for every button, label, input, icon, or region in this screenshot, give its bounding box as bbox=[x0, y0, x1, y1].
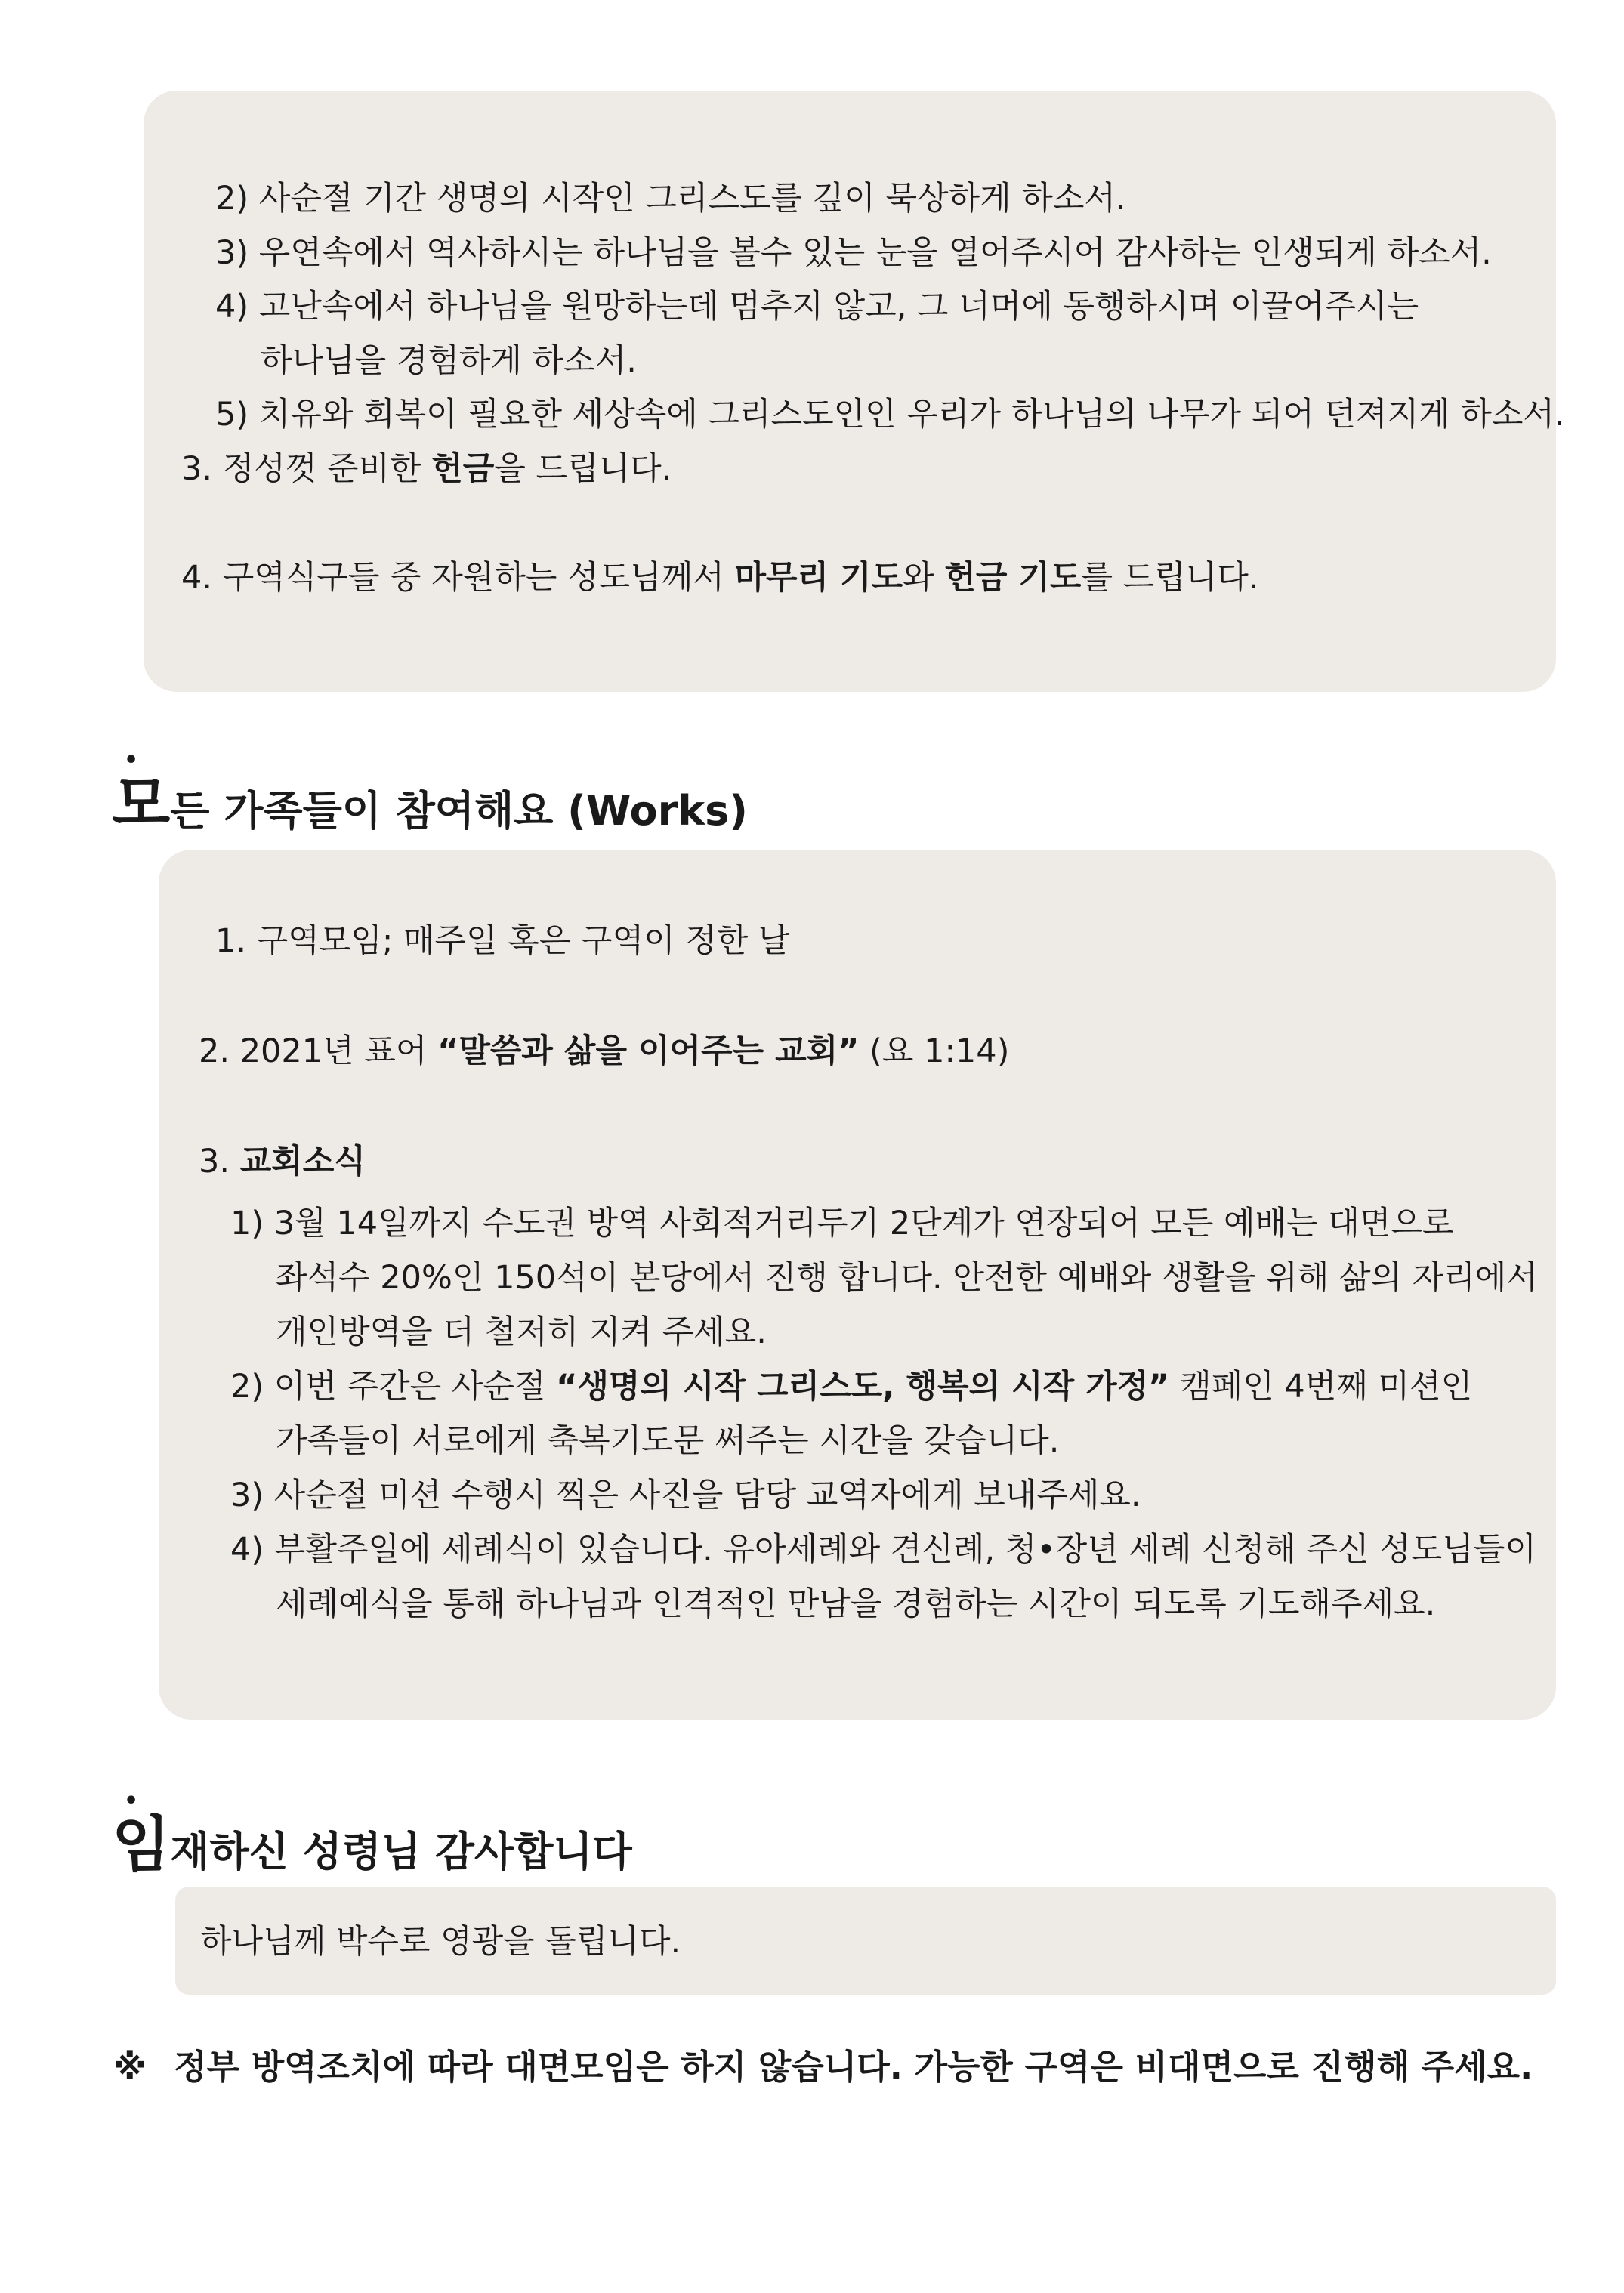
news-item-1: 1) 3월 14일까지 수도권 방역 사회적거리두기 2단계가 연장되어 모든 예배는 대면으로 bbox=[230, 1205, 1454, 1242]
news-item-4-cont: 세례예식을 통해 하나님과 인격적인 만남을 경험하는 시간이 되도록 기도해주세요. bbox=[276, 1585, 1436, 1623]
prayer-item-3: 3) 우연속에서 역사하시는 하나님을 볼수 있는 눈을 열어주시어 감사하는 인생되게 하소서. bbox=[215, 234, 1492, 272]
closing-prayer-line: 4. 구역식구들 중 자원하는 성도님께서 마무리 기도와 헌금 기도를 드립니다. bbox=[181, 559, 1259, 597]
spirit-heading bbox=[112, 1788, 632, 1883]
works-item-3: 3. 교회소식 bbox=[199, 1143, 366, 1180]
spirit-heading-initial: 임 bbox=[112, 1810, 171, 1880]
footer-note bbox=[113, 2039, 1533, 2088]
works-heading bbox=[112, 747, 748, 842]
works-heading-text: 든 가족들이 참여해요 (Works) bbox=[170, 787, 748, 835]
footer-note-text: 정부 방역조치에 따라 대면모임은 하지 않습니다. 가능한 구역은 비대면으로 진행해 주세요. bbox=[174, 2047, 1533, 2087]
news-item-4: 4) 부활주일에 세례식이 있습니다. 유아세례와 견신례, 청•장년 세례 신청해 주신 성도님들이 bbox=[230, 1531, 1536, 1569]
heading-dot-icon: • bbox=[124, 1788, 139, 1814]
offering-line: 3. 정성껏 준비한 헌금을 드립니다. bbox=[181, 450, 672, 488]
prayer-item-5: 5) 치유와 회복이 필요한 세상속에 그리스도인인 우리가 하나님의 나무가 되어 던져지게 하소서. bbox=[215, 396, 1565, 434]
prayer-item-2: 2) 사순절 기간 생명의 시작인 그리스도를 깊이 묵상하게 하소서. bbox=[215, 180, 1126, 218]
works-item-2: 2. 2021년 표어 “말씀과 삶을 이어주는 교회” (요 1:14) bbox=[199, 1032, 1010, 1070]
prayer-item-4-cont: 하나님을 경험하게 하소서. bbox=[261, 342, 637, 380]
works-item-1: 1. 구역모임; 매주일 혹은 구역이 정한 날 bbox=[215, 922, 790, 960]
news-item-1-cont: 좌석수 20%인 150석이 본당에서 진행 합니다. 안전한 예배와 생활을 위해 삶의 자리에서 bbox=[276, 1259, 1538, 1297]
spirit-heading-text: 재하신 성령님 감사합니다 bbox=[170, 1828, 632, 1875]
heading-dot-icon: • bbox=[124, 747, 139, 773]
news-item-2: 2) 이번 주간은 사순절 “생명의 시작 그리스도, 행복의 시작 가정” 캠페인 4번째 미션인 bbox=[230, 1368, 1473, 1406]
news-item-3: 3) 사순절 미션 수행시 찍은 사진을 담당 교역자에게 보내주세요. bbox=[230, 1477, 1141, 1514]
reference-mark: ※ bbox=[113, 2047, 147, 2087]
works-heading-initial: 모 bbox=[112, 769, 171, 839]
spirit-text: 하나님께 박수로 영광을 돌립니다. bbox=[200, 1923, 681, 1961]
news-item-1-cont2: 개인방역을 더 철저히 지켜 주세요. bbox=[276, 1313, 767, 1351]
news-item-2-cont: 가족들이 서로에게 축복기도문 써주는 시간을 갖습니다. bbox=[276, 1422, 1060, 1460]
prayer-item-4: 4) 고난속에서 하나님을 원망하는데 멈추지 않고, 그 너머에 동행하시며 이끌어주시는 bbox=[215, 288, 1419, 326]
